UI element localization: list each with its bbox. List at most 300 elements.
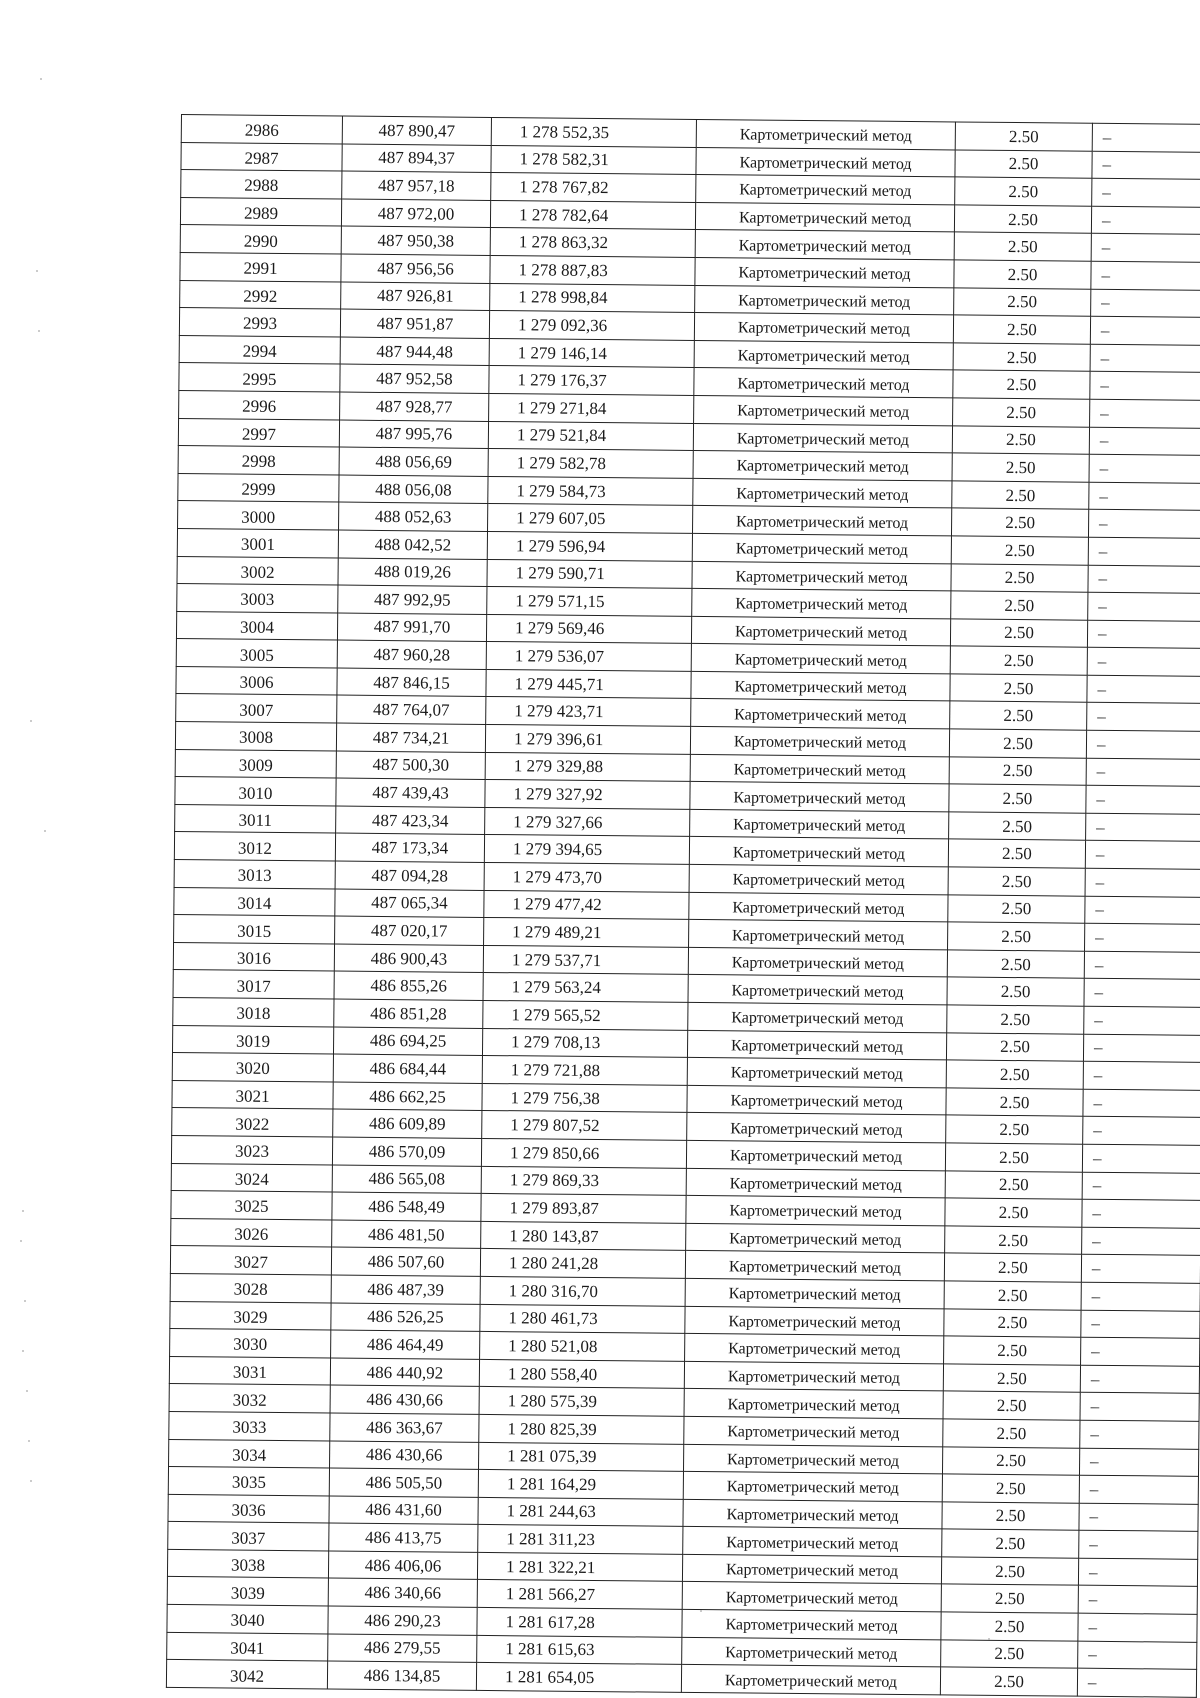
method-cell: Картометрический метод <box>684 1389 943 1419</box>
point-number-cell: 3034 <box>169 1439 330 1468</box>
method-cell: Картометрический метод <box>686 1223 945 1253</box>
method-cell: Картометрический метод <box>687 1030 946 1060</box>
y-coordinate-cell: 1 278 863,32 <box>490 228 695 258</box>
accuracy-cell: 2.50 <box>947 950 1084 979</box>
method-cell: Картометрический метод <box>693 478 952 508</box>
point-number-cell: 2991 <box>180 252 341 281</box>
accuracy-cell: 2.50 <box>941 1557 1078 1586</box>
scan-speck <box>700 1610 702 1612</box>
x-coordinate-cell: 486 900,43 <box>334 944 483 973</box>
note-cell: – <box>1087 703 1200 732</box>
x-coordinate-cell: 486 526,25 <box>331 1303 480 1332</box>
x-coordinate-cell: 486 431,60 <box>329 1496 478 1525</box>
accuracy-cell: 2.50 <box>949 784 1086 813</box>
note-cell: – <box>1079 1503 1198 1532</box>
accuracy-cell: 2.50 <box>954 287 1091 316</box>
x-coordinate-cell: 488 052,63 <box>339 502 488 531</box>
y-coordinate-cell: 1 280 825,39 <box>479 1414 684 1444</box>
method-cell: Картометрический метод <box>684 1416 943 1446</box>
method-cell: Картометрический метод <box>693 451 952 481</box>
method-cell: Картометрический метод <box>688 975 947 1005</box>
x-coordinate-cell: 486 570,09 <box>332 1137 481 1166</box>
scan-speck <box>20 1240 22 1242</box>
method-cell: Картометрический метод <box>687 1113 946 1143</box>
scan-speck <box>26 1390 28 1392</box>
point-number-cell: 3012 <box>174 832 335 861</box>
accuracy-cell: 2.50 <box>951 508 1088 537</box>
method-cell: Картометрический метод <box>691 616 950 646</box>
y-coordinate-cell: 1 279 571,15 <box>487 587 692 617</box>
note-cell: – <box>1091 206 1200 235</box>
accuracy-cell: 2.50 <box>949 729 1086 758</box>
y-coordinate-cell: 1 278 887,83 <box>490 255 695 285</box>
y-coordinate-cell: 1 279 563,24 <box>483 973 688 1003</box>
point-number-cell: 2998 <box>178 446 339 475</box>
x-coordinate-cell: 487 950,38 <box>341 226 490 255</box>
x-coordinate-cell: 487 846,15 <box>337 668 486 697</box>
scan-speck <box>36 270 38 272</box>
method-cell: Картометрический метод <box>683 1444 942 1474</box>
point-number-cell: 3016 <box>173 942 334 971</box>
accuracy-cell: 2.50 <box>954 260 1091 289</box>
y-coordinate-cell: 1 281 566,27 <box>477 1580 682 1610</box>
x-coordinate-cell: 488 056,69 <box>339 447 488 476</box>
x-coordinate-cell: 486 279,55 <box>328 1634 477 1663</box>
method-cell: Картометрический метод <box>685 1334 944 1364</box>
point-number-cell: 3021 <box>172 1080 333 1109</box>
x-coordinate-cell: 487 173,34 <box>335 833 484 862</box>
y-coordinate-cell: 1 279 590,71 <box>487 559 692 589</box>
y-coordinate-cell: 1 278 582,31 <box>491 145 696 175</box>
note-cell: – <box>1078 1586 1197 1615</box>
point-number-cell: 2989 <box>180 197 341 226</box>
note-cell: – <box>1083 1117 1200 1146</box>
accuracy-cell: 2.50 <box>942 1474 1079 1503</box>
x-coordinate-cell: 486 507,60 <box>331 1247 480 1276</box>
accuracy-cell: 2.50 <box>942 1529 1079 1558</box>
x-coordinate-cell: 486 505,50 <box>329 1468 478 1497</box>
accuracy-cell: 2.50 <box>955 122 1092 151</box>
point-number-cell: 3017 <box>173 970 334 999</box>
y-coordinate-cell: 1 281 311,23 <box>478 1525 683 1555</box>
x-coordinate-cell: 486 548,49 <box>332 1192 481 1221</box>
y-coordinate-cell: 1 279 329,88 <box>485 752 690 782</box>
method-cell: Картометрический метод <box>695 202 954 232</box>
accuracy-cell: 2.50 <box>955 150 1092 179</box>
point-number-cell: 3000 <box>178 501 339 530</box>
accuracy-cell: 2.50 <box>948 922 1085 951</box>
x-coordinate-cell: 488 056,08 <box>339 475 488 504</box>
method-cell: Картометрический метод <box>681 1665 940 1695</box>
note-cell: – <box>1078 1558 1197 1587</box>
y-coordinate-cell: 1 279 521,84 <box>488 421 693 451</box>
y-coordinate-cell: 1 279 423,71 <box>486 697 691 727</box>
scan-speck <box>988 1638 990 1640</box>
x-coordinate-cell: 486 134,85 <box>327 1661 476 1690</box>
y-coordinate-cell: 1 278 767,82 <box>491 173 696 203</box>
note-cell: – <box>1090 399 1200 428</box>
x-coordinate-cell: 487 500,30 <box>336 751 485 780</box>
point-number-cell: 2996 <box>179 390 340 419</box>
note-cell: – <box>1081 1310 1200 1339</box>
y-coordinate-cell: 1 279 850,66 <box>481 1138 686 1168</box>
accuracy-cell: 2.50 <box>950 646 1087 675</box>
accuracy-cell: 2.50 <box>951 563 1088 592</box>
method-cell: Картометрический метод <box>694 313 953 343</box>
point-number-cell: 3038 <box>167 1549 328 1578</box>
note-cell: – <box>1082 1199 1200 1228</box>
point-number-cell: 2992 <box>180 280 341 309</box>
note-cell: – <box>1087 648 1200 677</box>
accuracy-cell: 2.50 <box>940 1667 1077 1696</box>
note-cell: – <box>1082 1172 1200 1201</box>
scan-speck <box>22 1350 24 1352</box>
scan-speck <box>28 1440 30 1442</box>
y-coordinate-cell: 1 278 782,64 <box>490 200 695 230</box>
point-number-cell: 3020 <box>172 1053 333 1082</box>
method-cell: Картометрический метод <box>682 1637 941 1667</box>
note-cell: – <box>1092 178 1200 207</box>
point-number-cell: 3032 <box>169 1384 330 1413</box>
point-number-cell: 3033 <box>169 1411 330 1440</box>
point-number-cell: 3036 <box>168 1494 329 1523</box>
point-number-cell: 3004 <box>176 611 337 640</box>
point-number-cell: 3029 <box>170 1301 331 1330</box>
note-cell: – <box>1080 1365 1199 1394</box>
coordinates-table <box>166 114 1200 1698</box>
y-coordinate-cell: 1 280 241,28 <box>480 1249 685 1279</box>
point-number-cell: 2994 <box>179 335 340 364</box>
accuracy-cell: 2.50 <box>946 1032 1083 1061</box>
note-cell: – <box>1078 1613 1197 1642</box>
x-coordinate-cell: 486 430,66 <box>330 1385 479 1414</box>
method-cell: Картометрический метод <box>685 1278 944 1308</box>
accuracy-cell: 2.50 <box>947 977 1084 1006</box>
y-coordinate-cell: 1 279 582,78 <box>488 449 693 479</box>
y-coordinate-cell: 1 281 075,39 <box>479 1442 684 1472</box>
method-cell: Картометрический метод <box>693 423 952 453</box>
accuracy-cell: 2.50 <box>942 1502 1079 1531</box>
note-cell: – <box>1079 1448 1198 1477</box>
accuracy-cell: 2.50 <box>943 1391 1080 1420</box>
method-cell: Картометрический метод <box>689 837 948 867</box>
note-cell: – <box>1090 372 1200 401</box>
point-number-cell: 3024 <box>171 1163 332 1192</box>
y-coordinate-cell: 1 279 708,13 <box>482 1028 687 1058</box>
table-body <box>166 115 1200 1698</box>
accuracy-cell: 2.50 <box>954 232 1091 261</box>
x-coordinate-cell: 487 944,48 <box>340 337 489 366</box>
x-coordinate-cell: 486 413,75 <box>329 1523 478 1552</box>
y-coordinate-cell: 1 278 998,84 <box>490 283 695 313</box>
scan-speck <box>22 1210 24 1212</box>
x-coordinate-cell: 486 440,92 <box>330 1358 479 1387</box>
y-coordinate-cell: 1 279 536,07 <box>486 642 691 672</box>
x-coordinate-cell: 486 662,25 <box>333 1082 482 1111</box>
y-coordinate-cell: 1 279 569,46 <box>486 614 691 644</box>
point-number-cell: 3001 <box>177 528 338 557</box>
scan-speck <box>30 720 32 722</box>
point-number-cell: 2997 <box>178 418 339 447</box>
method-cell: Картометрический метод <box>682 1609 941 1639</box>
note-cell: – <box>1089 482 1200 511</box>
y-coordinate-cell: 1 280 575,39 <box>479 1387 684 1417</box>
accuracy-cell: 2.50 <box>946 1115 1083 1144</box>
method-cell: Картометрический метод <box>685 1306 944 1336</box>
note-cell: – <box>1086 813 1200 842</box>
y-coordinate-cell: 1 279 596,94 <box>487 531 692 561</box>
method-cell: Картометрический метод <box>692 533 951 563</box>
x-coordinate-cell: 488 042,52 <box>338 530 487 559</box>
x-coordinate-cell: 487 972,00 <box>341 199 490 228</box>
point-number-cell: 2986 <box>181 115 342 144</box>
y-coordinate-cell: 1 281 322,21 <box>477 1552 682 1582</box>
point-number-cell: 3027 <box>170 1246 331 1275</box>
point-number-cell: 2987 <box>181 142 342 171</box>
x-coordinate-cell: 487 890,47 <box>342 116 491 145</box>
x-coordinate-cell: 487 094,28 <box>335 861 484 890</box>
point-number-cell: 3037 <box>168 1522 329 1551</box>
note-cell: – <box>1091 261 1200 290</box>
note-cell: – <box>1085 841 1200 870</box>
method-cell: Картометрический метод <box>696 175 955 205</box>
accuracy-cell: 2.50 <box>953 370 1090 399</box>
x-coordinate-cell: 487 991,70 <box>337 613 486 642</box>
y-coordinate-cell: 1 279 756,38 <box>482 1083 687 1113</box>
x-coordinate-cell: 487 926,81 <box>341 282 490 311</box>
accuracy-cell: 2.50 <box>944 1308 1081 1337</box>
point-number-cell: 3023 <box>171 1135 332 1164</box>
method-cell: Картометрический метод <box>690 782 949 812</box>
note-cell: – <box>1092 151 1200 180</box>
method-cell: Картометрический метод <box>690 754 949 784</box>
method-cell: Картометрический метод <box>683 1527 942 1557</box>
point-number-cell: 3006 <box>176 666 337 695</box>
x-coordinate-cell: 487 439,43 <box>336 778 485 807</box>
method-cell: Картометрический метод <box>682 1554 941 1584</box>
x-coordinate-cell: 486 694,25 <box>333 1027 482 1056</box>
x-coordinate-cell: 486 851,28 <box>334 999 483 1028</box>
accuracy-cell: 2.50 <box>945 1198 1082 1227</box>
method-cell: Картометрический метод <box>694 368 953 398</box>
note-cell: – <box>1084 1006 1200 1035</box>
y-coordinate-cell: 1 278 552,35 <box>491 117 696 147</box>
note-cell: – <box>1086 758 1200 787</box>
y-coordinate-cell: 1 279 092,36 <box>489 311 694 341</box>
x-coordinate-cell: 487 065,34 <box>335 889 484 918</box>
y-coordinate-cell: 1 280 143,87 <box>481 1221 686 1251</box>
accuracy-cell: 2.50 <box>943 1419 1080 1448</box>
note-cell: – <box>1079 1530 1198 1559</box>
point-number-cell: 3022 <box>172 1108 333 1137</box>
accuracy-cell: 2.50 <box>952 481 1089 510</box>
y-coordinate-cell: 1 279 327,66 <box>485 807 690 837</box>
scan-speck <box>24 1300 26 1302</box>
x-coordinate-cell: 486 481,50 <box>332 1220 481 1249</box>
method-cell: Картометрический метод <box>688 1002 947 1032</box>
y-coordinate-cell: 1 279 584,73 <box>488 476 693 506</box>
note-cell: – <box>1085 923 1200 952</box>
method-cell: Картометрический метод <box>695 230 954 260</box>
method-cell: Картометрический метод <box>686 1196 945 1226</box>
accuracy-cell: 2.50 <box>955 177 1092 206</box>
note-cell: – <box>1086 785 1200 814</box>
method-cell: Картометрический метод <box>687 1058 946 1088</box>
x-coordinate-cell: 486 340,66 <box>328 1578 477 1607</box>
method-cell: Картометрический метод <box>696 147 955 177</box>
point-number-cell: 3035 <box>168 1467 329 1496</box>
method-cell: Картометрический метод <box>694 340 953 370</box>
point-number-cell: 3005 <box>176 639 337 668</box>
point-number-cell: 3042 <box>166 1660 327 1689</box>
y-coordinate-cell: 1 280 558,40 <box>479 1359 684 1389</box>
x-coordinate-cell: 486 565,08 <box>332 1165 481 1194</box>
point-number-cell: 3002 <box>177 556 338 585</box>
y-coordinate-cell: 1 280 316,70 <box>480 1276 685 1306</box>
note-cell: – <box>1081 1337 1200 1366</box>
y-coordinate-cell: 1 279 489,21 <box>484 918 689 948</box>
note-cell: – <box>1089 454 1200 483</box>
accuracy-cell: 2.50 <box>953 343 1090 372</box>
x-coordinate-cell: 486 406,06 <box>328 1551 477 1580</box>
point-number-cell: 3018 <box>173 997 334 1026</box>
accuracy-cell: 2.50 <box>951 591 1088 620</box>
method-cell: Картометрический метод <box>683 1499 942 1529</box>
accuracy-cell: 2.50 <box>946 1060 1083 1089</box>
y-coordinate-cell: 1 279 327,92 <box>485 780 690 810</box>
note-cell: – <box>1085 896 1200 925</box>
method-cell: Картометрический метод <box>689 864 948 894</box>
x-coordinate-cell: 487 992,95 <box>338 585 487 614</box>
point-number-cell: 2990 <box>180 225 341 254</box>
point-number-cell: 3009 <box>175 749 336 778</box>
point-number-cell: 3041 <box>167 1632 328 1661</box>
scan-speck <box>38 330 40 332</box>
y-coordinate-cell: 1 279 807,52 <box>482 1111 687 1141</box>
note-cell: – <box>1084 979 1200 1008</box>
y-coordinate-cell: 1 279 394,65 <box>484 835 689 865</box>
note-cell: – <box>1089 427 1200 456</box>
y-coordinate-cell: 1 281 617,28 <box>477 1607 682 1637</box>
scan-speck <box>30 1480 32 1482</box>
y-coordinate-cell: 1 279 445,71 <box>486 669 691 699</box>
note-cell: – <box>1088 592 1200 621</box>
y-coordinate-cell: 1 281 244,63 <box>478 1497 683 1527</box>
method-cell: Картометрический метод <box>690 726 949 756</box>
method-cell: Картометрический метод <box>690 809 949 839</box>
y-coordinate-cell: 1 279 869,33 <box>481 1166 686 1196</box>
accuracy-cell: 2.50 <box>953 398 1090 427</box>
x-coordinate-cell: 487 764,07 <box>337 695 486 724</box>
accuracy-cell: 2.50 <box>945 1170 1082 1199</box>
accuracy-cell: 2.50 <box>942 1446 1079 1475</box>
accuracy-cell: 2.50 <box>944 1281 1081 1310</box>
note-cell: – <box>1085 868 1200 897</box>
point-number-cell: 3014 <box>174 887 335 916</box>
method-cell: Картометрический метод <box>689 920 948 950</box>
x-coordinate-cell: 488 019,26 <box>338 558 487 587</box>
note-cell: – <box>1087 620 1200 649</box>
y-coordinate-cell: 1 279 271,84 <box>489 393 694 423</box>
point-number-cell: 2993 <box>179 308 340 337</box>
method-cell: Картометрический метод <box>691 699 950 729</box>
note-cell: – <box>1083 1089 1200 1118</box>
note-cell: – <box>1083 1061 1200 1090</box>
method-cell: Картометрический метод <box>686 1168 945 1198</box>
accuracy-cell: 2.50 <box>941 1584 1078 1613</box>
point-number-cell: 2988 <box>181 170 342 199</box>
accuracy-cell: 2.50 <box>952 425 1089 454</box>
method-cell: Картометрический метод <box>689 892 948 922</box>
accuracy-cell: 2.50 <box>950 674 1087 703</box>
method-cell: Картометрический метод <box>687 1085 946 1115</box>
accuracy-cell: 2.50 <box>948 895 1085 924</box>
point-number-cell: 3013 <box>174 860 335 889</box>
accuracy-cell: 2.50 <box>946 1088 1083 1117</box>
y-coordinate-cell: 1 279 176,37 <box>489 366 694 396</box>
note-cell: – <box>1092 123 1200 152</box>
accuracy-cell: 2.50 <box>951 536 1088 565</box>
point-number-cell: 2999 <box>178 473 339 502</box>
x-coordinate-cell: 487 956,56 <box>341 254 490 283</box>
note-cell: – <box>1080 1420 1199 1449</box>
x-coordinate-cell: 487 995,76 <box>339 420 488 449</box>
note-cell: – <box>1082 1144 1200 1173</box>
accuracy-cell: 2.50 <box>949 757 1086 786</box>
note-cell: – <box>1090 316 1200 345</box>
accuracy-cell: 2.50 <box>948 867 1085 896</box>
accuracy-cell: 2.50 <box>948 839 1085 868</box>
accuracy-cell: 2.50 <box>944 1253 1081 1282</box>
point-number-cell: 3030 <box>170 1329 331 1358</box>
note-cell: – <box>1082 1227 1200 1256</box>
point-number-cell: 3015 <box>174 915 335 944</box>
x-coordinate-cell: 487 020,17 <box>335 916 484 945</box>
method-cell: Картометрический метод <box>683 1471 942 1501</box>
scan-speck <box>40 78 42 80</box>
y-coordinate-cell: 1 281 654,05 <box>476 1663 681 1693</box>
method-cell: Картометрический метод <box>688 947 947 977</box>
accuracy-cell: 2.50 <box>945 1226 1082 1255</box>
note-cell: – <box>1090 344 1200 373</box>
y-coordinate-cell: 1 279 721,88 <box>482 1056 687 1086</box>
note-cell: – <box>1088 510 1200 539</box>
x-coordinate-cell: 487 952,58 <box>340 364 489 393</box>
x-coordinate-cell: 486 430,66 <box>330 1440 479 1469</box>
y-coordinate-cell: 1 279 396,61 <box>485 725 690 755</box>
x-coordinate-cell: 487 894,37 <box>342 144 491 173</box>
y-coordinate-cell: 1 279 477,42 <box>484 890 689 920</box>
y-coordinate-cell: 1 279 537,71 <box>483 945 688 975</box>
y-coordinate-cell: 1 279 146,14 <box>489 338 694 368</box>
accuracy-cell: 2.50 <box>950 701 1087 730</box>
method-cell: Картометрический метод <box>685 1251 944 1281</box>
method-cell: Картометрический метод <box>691 644 950 674</box>
method-cell: Картометрический метод <box>692 561 951 591</box>
note-cell: – <box>1084 951 1200 980</box>
note-cell: – <box>1080 1393 1199 1422</box>
y-coordinate-cell: 1 279 893,87 <box>481 1194 686 1224</box>
note-cell: – <box>1087 675 1200 704</box>
note-cell: – <box>1086 730 1200 759</box>
accuracy-cell: 2.50 <box>941 1612 1078 1641</box>
point-number-cell: 3019 <box>172 1025 333 1054</box>
accuracy-cell: 2.50 <box>945 1143 1082 1172</box>
note-cell: – <box>1088 537 1200 566</box>
method-cell: Картометрический метод <box>691 671 950 701</box>
point-number-cell: 3011 <box>175 804 336 833</box>
y-coordinate-cell: 1 280 521,08 <box>480 1332 685 1362</box>
